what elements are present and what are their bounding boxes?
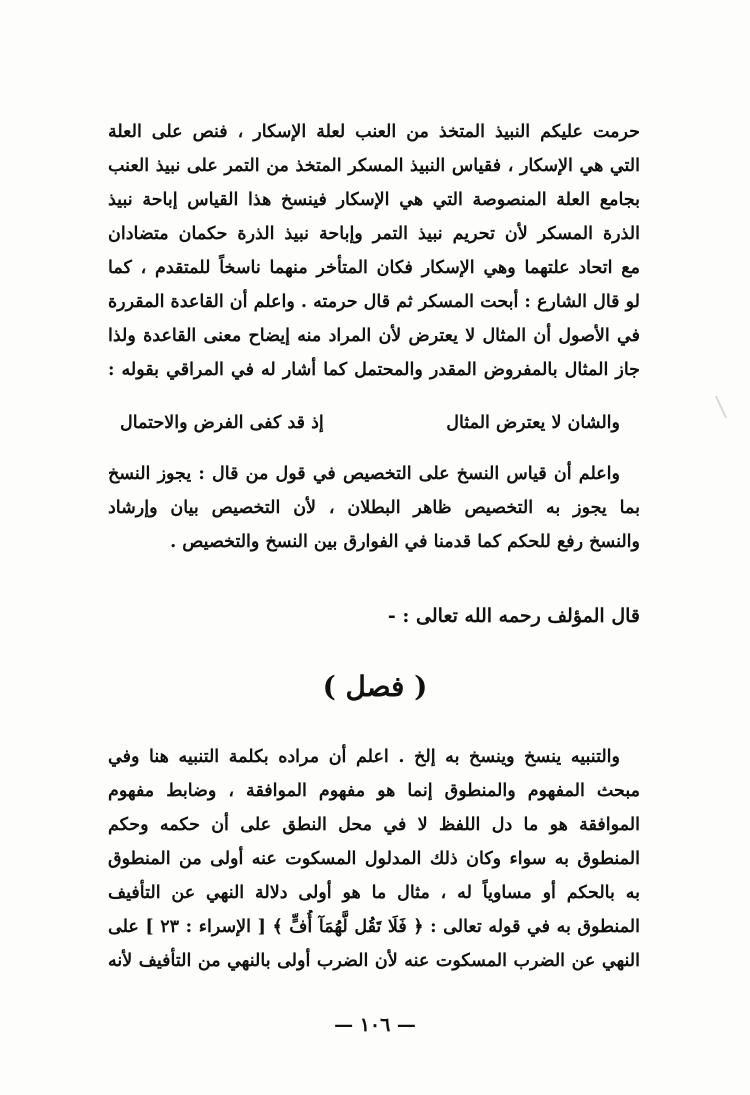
text-line: النهي عن الضرب المسكوت عنه لأن الضرب أولى بالنهي من التأفيف لأنه [108, 951, 640, 971]
author-heading: قال المؤلف رحمه الله تعالى : - [387, 605, 640, 627]
text-line: الموافقة هو ما دل اللفظ لا في محل النطق على أن حكمه وحكم [108, 815, 640, 835]
poetry-verse [120, 405, 620, 441]
scan-artifact [715, 396, 727, 419]
text-line: المنطوق به في قوله تعالى : ﴿ فَلَا تَقُل لَّهُمَآ أُفٍّ ﴾ [ الإسراء : ٢٣ ] على [108, 917, 640, 937]
verse-second-hemistich: إذ قد كفى الفرض والاحتمال [120, 413, 324, 433]
text-line: الذرة المسكر لأن تحريم نبيذ التمر وإباحة نبيذ الذرة حكمان متضادان [108, 224, 640, 244]
text-line: حرمت عليكم النبيذ المتخذ من العنب لعلة الإسكار ، فنص على العلة [108, 122, 640, 142]
text-line: والنسخ رفع للحكم كما قدمنا في الفوارق بين النسخ والتخصيص . [170, 532, 640, 552]
text-line: التي هي الإسكار ، فقياس النبيذ المسكر المتخذ من التمر على نبيذ العنب [108, 156, 640, 176]
verse-first-hemistich: والشان لا يعترض المثال [446, 413, 620, 433]
text-line: واعلم أن قياس النسخ على التخصيص في قول من قال : يجوز النسخ [108, 464, 620, 484]
text-line: به بالحكم أو مساوياً له ، مثال ما هو أولى دلالة النهي عن التأفيف [108, 883, 640, 903]
text-line: المنطوق به سواء وكان ذلك المدلول المسكوت عنه أولى من المنطوق [108, 849, 640, 869]
text-line: لو قال الشارع : أبحت المسكر ثم قال حرمته . واعلم أن القاعدة المقررة [108, 292, 640, 312]
text-line: بجامع العلة المنصوصة التي هي الإسكار فينسخ هذا القياس إباحة نبيذ [108, 190, 640, 210]
text-line: مبحث المفهوم والمنطوق إنما هو مفهوم الموافقة ، وضابط مفهوم [108, 781, 640, 801]
text-line: بما يجوز به التخصيص ظاهر البطلان ، لأن التخصيص بيان وإرشاد [108, 498, 640, 518]
paragraph-naskh-takhsis [108, 457, 640, 559]
section-heading: ( فصل ) [322, 670, 428, 703]
text-line: والتنبيه ينسخ وينسخ به إلخ . اعلم أن مراده بكلمة التنبيه هنا وفي [108, 747, 620, 767]
text-line: مع اتحاد علتهما وهي الإسكار فكان المتأخر منهما ناسخاً للمتقدم ، كما [108, 258, 640, 278]
page-number: — ١٠٦ — [334, 1014, 416, 1036]
text-line: جاز المثال بالمفروض المقدر والمحتمل كما أشار له في المراقي بقوله : [108, 360, 640, 380]
text-line: في الأصول أن المثال لا يعترض لأن المراد منه إيضاح معنى القاعدة ولذا [108, 326, 640, 346]
paragraph-nabidh-qiyas [108, 115, 640, 387]
paragraph-tanbih [108, 740, 640, 978]
